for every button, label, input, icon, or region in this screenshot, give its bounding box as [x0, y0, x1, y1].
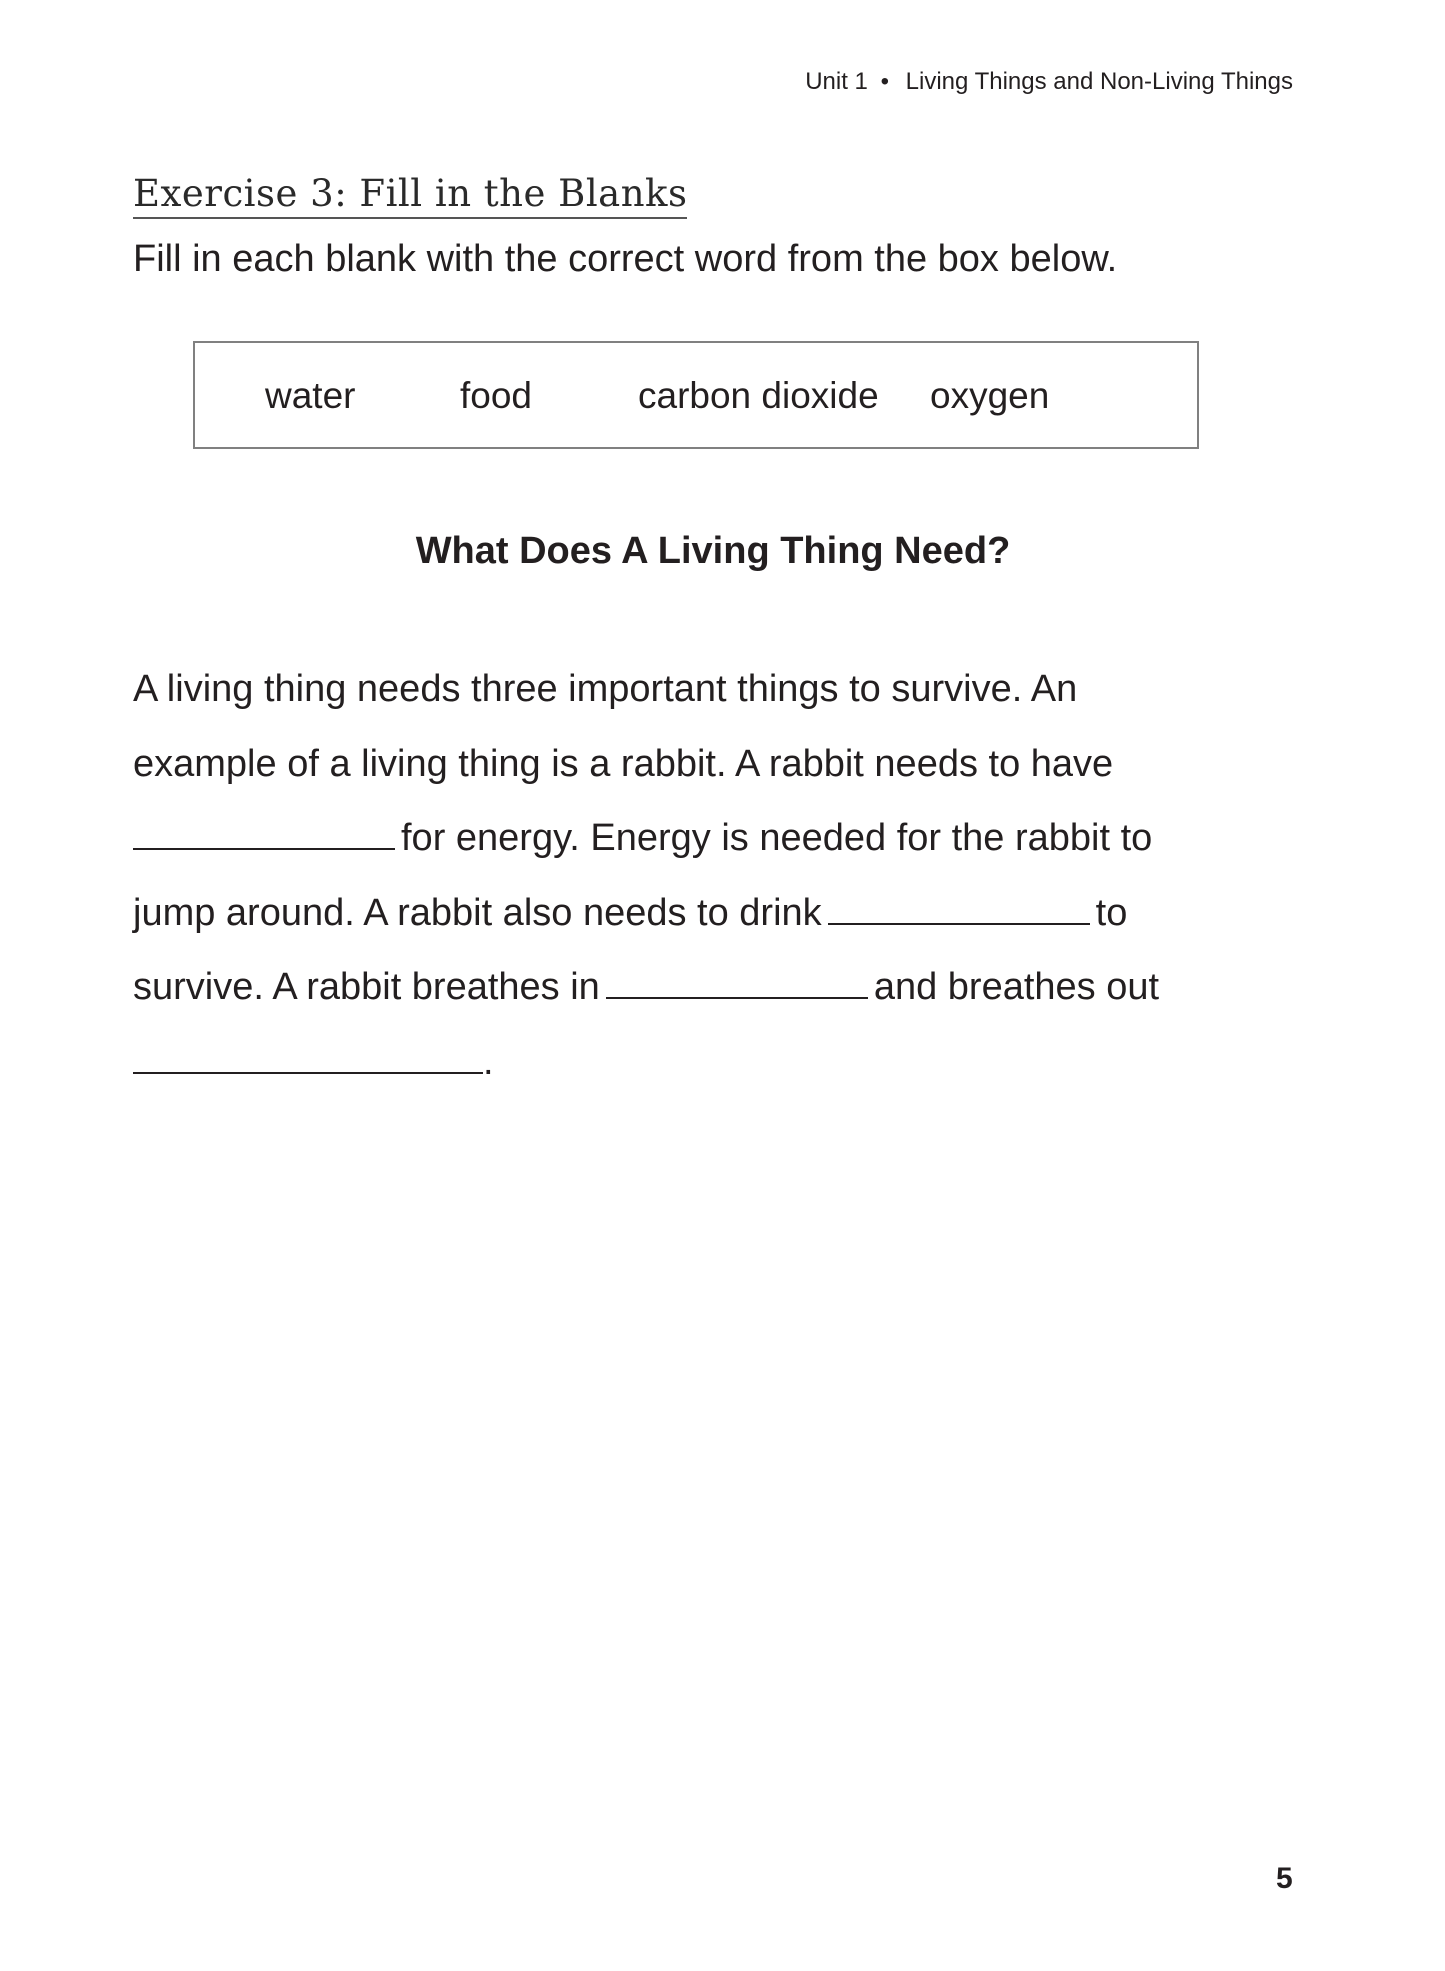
fill-in-paragraph — [133, 664, 1263, 1111]
blank-3-oxygen[interactable] — [606, 967, 868, 999]
paragraph-text: and breathes out — [873, 966, 1160, 1008]
paragraph-line — [133, 664, 1263, 739]
paragraph-line — [133, 888, 1263, 963]
exercise-instruction: Fill in each blank with the correct word from the box below. — [133, 238, 1118, 280]
word-bank-item: water — [265, 375, 356, 416]
word-bank-item: carbon dioxide — [638, 375, 879, 416]
section-heading: What Does A Living Thing Need? — [415, 530, 1011, 572]
paragraph-text: survive. A rabbit breathes in — [133, 966, 600, 1008]
word-bank-item: food — [460, 375, 533, 416]
paragraph-text: to — [1095, 891, 1128, 934]
blank-1-food[interactable] — [133, 818, 395, 850]
paragraph-line — [133, 813, 1263, 888]
paragraph-line — [133, 962, 1263, 1037]
bullet-separator: • — [880, 68, 889, 95]
page-number: 5 — [1276, 1862, 1293, 1895]
paragraph-text: for energy. Energy is needed for the rabbit to — [401, 817, 1153, 859]
word-bank-box — [193, 341, 1199, 449]
running-header — [805, 68, 1293, 96]
word-bank-item: oxygen — [930, 375, 1050, 416]
exercise-title: Exercise 3: Fill in the Blanks — [133, 173, 687, 219]
paragraph-line — [133, 739, 1263, 814]
paragraph-text: example of a living thing is a rabbit. A rabbit needs to have — [133, 742, 1114, 785]
paragraph-text: A living thing needs three important things to survive. An — [133, 668, 1078, 710]
blank-4-carbon-dioxide[interactable] — [133, 1042, 483, 1074]
paragraph-text: jump around. A rabbit also needs to drink — [133, 891, 822, 934]
paragraph-text: . — [483, 1040, 494, 1083]
unit-title: Living Things and Non-Living Things — [905, 68, 1293, 95]
blank-2-water[interactable] — [828, 893, 1090, 925]
unit-label: Unit 1 — [805, 68, 868, 95]
paragraph-line — [133, 1037, 1263, 1112]
